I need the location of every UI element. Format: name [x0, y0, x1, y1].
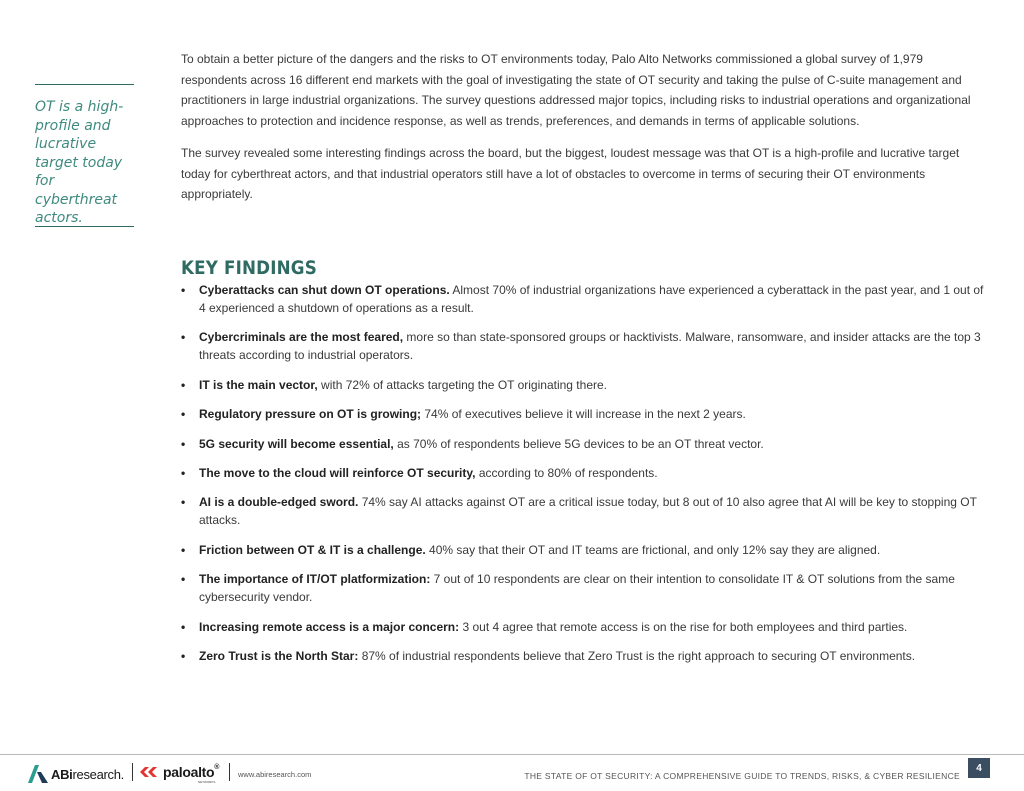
- bullet-icon: •: [181, 283, 186, 297]
- list-item: [181, 464, 987, 482]
- footer: [0, 755, 1024, 791]
- bullet-icon: •: [181, 495, 186, 510]
- finding-title: Increasing remote access is a major concern:: [199, 619, 460, 634]
- finding-title: The importance of IT/OT platformization:: [199, 572, 431, 587]
- finding-text: as 70% of respondents believe 5G devices to be an OT threat vector.: [393, 436, 764, 451]
- abi-logo-text: ABiresearch.: [51, 766, 124, 782]
- finding-text: 40% say that their OT and IT teams are frictional, and only 12% say they are aligned.: [425, 542, 881, 557]
- bullet-icon: •: [181, 330, 186, 345]
- bullet-icon: •: [181, 648, 186, 663]
- list-item: [181, 541, 987, 559]
- intro-section: [181, 49, 987, 217]
- finding-text: 87% of industrial respondents believe that Zero Trust is the right approach to securing OT environments.: [358, 648, 916, 663]
- page-number: 4: [968, 758, 990, 778]
- finding-text: 7 out of 10 respondents are clear on their intention to consolidate IT & OT solutions from the same cybersecurity vendor.: [199, 572, 955, 605]
- list-item: [181, 281, 987, 317]
- document-title: THE STATE OF OT SECURITY: A COMPREHENSIVE GUIDE TO TRENDS, RISKS, & CYBER RESILIENCE: [524, 771, 960, 781]
- list-item: [181, 647, 987, 665]
- finding-title: 5G security will become essential,: [199, 436, 394, 451]
- sidebar-bottom-rule: [35, 226, 134, 227]
- intro-paragraph-2: The survey revealed some interesting findings across the board, but the biggest, loudest message was that OT is a high-profile and lucrative target today for cyberthreat actors, and that industrial operators still have a lot of obstacles to overcome in terms of securing their OT environments appropriately.: [181, 146, 960, 201]
- finding-text: 74% of executives believe it will increase in the next 2 years.: [421, 407, 746, 422]
- palo-alto-logo: [140, 764, 219, 780]
- finding-title: IT is the main vector,: [199, 377, 318, 392]
- list-item: [181, 570, 987, 606]
- abi-research-logo: [28, 764, 124, 784]
- sidebar-top-rule: [35, 84, 134, 85]
- bullet-icon: •: [181, 436, 186, 451]
- key-findings-list: [181, 281, 987, 676]
- finding-text: 3 out 4 agree that remote access is on the rise for both employees and third parties.: [459, 619, 908, 634]
- list-item: [181, 328, 987, 364]
- palo-alto-chevron-icon: [140, 765, 160, 779]
- finding-title: Regulatory pressure on OT is growing;: [199, 407, 422, 422]
- list-item: [181, 618, 987, 636]
- list-item: [181, 405, 987, 423]
- intro-paragraph-1: To obtain a better picture of the dangers and the risks to OT environments today, Palo Alto Networks commissioned a global survey of 1,979 respondents across 16 different end markets with the goal of investigating the state of OT security and taking the pulse of C-suite management and practitioners in large industrial organizations. The survey questions addressed major topics, including risks to industrial operations and organizational approaches to protection and incidence response, as well as trends, preferences, and demands in terms of applicable solutions.: [181, 52, 971, 128]
- website-link[interactable]: www.abiresearch.com: [238, 770, 312, 779]
- finding-title: AI is a double-edged sword.: [199, 495, 359, 510]
- bullet-icon: •: [181, 572, 186, 587]
- finding-text: Almost 70% of industrial organizations have experienced a cyberattack in the past year, and 1 out of 4 experienced a shutdown of operations as a result.: [199, 283, 984, 315]
- bullet-icon: •: [181, 377, 186, 392]
- key-findings-heading: KEY FINDINGS: [181, 257, 317, 279]
- abi-triangle-icon: [28, 765, 48, 783]
- pull-quote: OT is a high-profile and lucrative target today for cyberthreat actors.: [35, 99, 124, 226]
- bullet-icon: •: [181, 465, 186, 480]
- finding-title: Friction between OT & IT is a challenge.: [199, 542, 426, 557]
- palo-alto-networks-text: NETWORKS: [198, 780, 216, 784]
- finding-title: The move to the cloud will reinforce OT security,: [199, 465, 476, 480]
- finding-text: 74% say AI attacks against OT are a critical issue today, but 8 out of 10 also agree that AI will be key to stopping OT attacks.: [199, 495, 977, 528]
- finding-text: according to 80% of respondents.: [475, 465, 658, 480]
- bullet-icon: •: [181, 407, 186, 422]
- list-item: [181, 376, 987, 394]
- list-item: [181, 493, 987, 529]
- palo-alto-logo-text: paloalto®: [163, 764, 220, 780]
- finding-text: with 72% of attacks targeting the OT originating there.: [317, 377, 607, 392]
- finding-text: more so than state-sponsored groups or hacktivists. Malware, ransomware, and insider attacks are the top 3 threats according to industrial operators.: [199, 330, 981, 363]
- finding-title: Cyberattacks can shut down OT operations.: [199, 283, 450, 297]
- logo-separator: [229, 763, 230, 781]
- logo-separator: [132, 763, 133, 781]
- bullet-icon: •: [181, 619, 186, 634]
- finding-title: Cybercriminals are the most feared,: [199, 330, 404, 345]
- bullet-icon: •: [181, 542, 186, 557]
- list-item: [181, 435, 987, 453]
- finding-title: Zero Trust is the North Star:: [199, 648, 359, 663]
